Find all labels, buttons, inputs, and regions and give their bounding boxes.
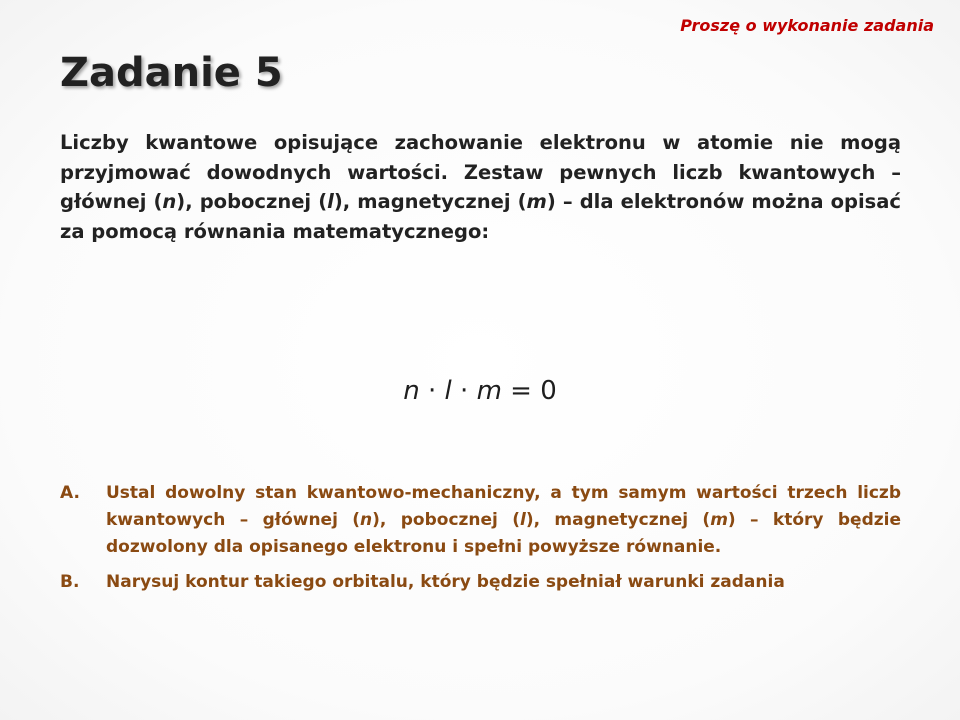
equation-var-n: n <box>403 376 420 406</box>
slide-title: Zadanie 5 <box>60 50 283 96</box>
equation-equals-zero: = 0 <box>501 376 557 406</box>
task-item-a <box>60 480 901 561</box>
intro-var-m: m <box>526 190 547 213</box>
task-text-b: Narysuj kontur takiego orbitalu, który będzie spełniał warunki zadania <box>106 572 785 592</box>
equation-var-m: m <box>476 376 502 406</box>
task-a-var-n: n <box>360 510 373 530</box>
task-marker-b: B. <box>60 572 80 592</box>
intro-text-3: ), magnetycznej ( <box>333 190 527 213</box>
task-a-text-2: ), pobocznej ( <box>372 510 521 530</box>
intro-var-n: n <box>162 190 177 213</box>
intro-var-l: l <box>327 190 334 213</box>
task-a-text-3: ), magnetycznej ( <box>525 510 711 530</box>
task-a-var-l: l <box>520 510 526 530</box>
intro-paragraph <box>60 128 901 246</box>
task-a-var-m: m <box>710 510 728 530</box>
task-a-text-1: Ustal dowolny stan kwantowo-mechaniczny, a tym samym wartości trzech liczb kwantowych – głównej ( <box>106 483 901 530</box>
equation-dot-2: · <box>451 376 477 406</box>
task-a-text-4: ) – który będzie dozwolony dla opisanego elektronu i spełni powyższe równanie. <box>106 510 901 557</box>
equation-var-l: l <box>444 376 452 406</box>
task-marker-a: A. <box>60 483 80 503</box>
task-list <box>60 480 901 604</box>
task-text-a <box>106 480 901 561</box>
task-item-b <box>60 569 901 596</box>
equation-dot-1: · <box>419 376 445 406</box>
intro-text-1: Liczby kwantowe opisujące zachowanie elektronu w atomie nie mogą przyjmować dowodnych wartości. Zestaw pewnych liczb kwantowych – głównej ( <box>60 131 901 213</box>
slide-note: Proszę o wykonanie zadania <box>680 16 934 35</box>
equation <box>0 376 960 406</box>
intro-text-2: ), pobocznej ( <box>176 190 328 213</box>
intro-text-4: ) – dla elektronów można opisać za pomocą równania matematycznego: <box>60 190 901 243</box>
